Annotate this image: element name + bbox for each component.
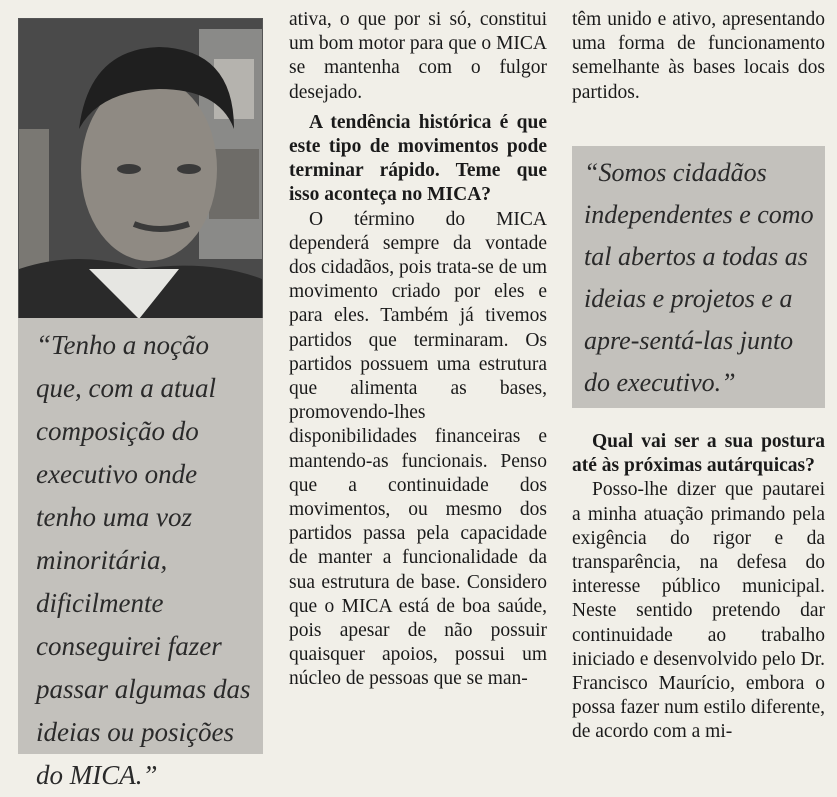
article-column-3 [572,8,825,105]
portrait-photo [18,18,263,320]
column2-paragraph-1: ativa, o que por si só, constitui um bom motor para que o MICA se mantenha com o fulgor desejado. [289,9,547,103]
pull-quote-left [18,318,263,790]
interview-question-1: A tendência histórica é que este tipo de movimentos pode terminar rápido. Teme que isso aconteça no MICA? [289,111,547,206]
column3-paragraph-2: Posso-lhe dizer que pautarei a minha atuação primando pela exigência do rigor e da transparência, na defesa do interesse público municipal. Neste sentido pretendo dar continuidade ao trabalho iniciado e desenvolvido pelo Dr. Francisco Maurício, embora o possa fazer num estilo diferente, de acordo com a mi- [572,479,825,743]
pull-quote-left-text: “Tenho a noção que, com a atual composição do executivo onde tenho uma voz minoritária, dificilmente conseguirei fazer passar algumas das ideias ou posições do MICA.” [36,330,251,790]
column2-paragraph-2: O término do MICA dependerá sempre da vontade dos cidadãos, pois trata-se de um movimento criado por eles e para eles. Também já tivemos partidos que terminaram. Os partidos possuem uma estrutura que alimenta as bases, promovendo-lhes disponibilidades financeiras e mantendo-as funcionais. Penso que a continuidade dos movimentos, ou mesmo dos partidos passa pela capacidade de manter a funcionalidade da sua estrutura de base. Considero que o MICA está de boa saúde, pois apesar de não possuir quaisquer apoios, possui um núcleo de pessoas que se man- [289,208,547,690]
article-column-2 [289,8,547,692]
article-column-3-continued [572,430,825,745]
column3-paragraph-1: têm unido e ativo, apresentando uma forma de funcionamento semelhante às bases locais dos partidos. [572,9,825,103]
portrait-image [19,19,262,319]
pull-quote-right-text: “Somos cidadãos independentes e como tal abertos a todas as ideias e projetos e a apre-sentá-las junto do executivo.” [584,158,814,397]
pull-quote-right [572,146,825,408]
interview-question-2: Qual vai ser a sua postura até às próximas autárquicas? [572,431,825,477]
